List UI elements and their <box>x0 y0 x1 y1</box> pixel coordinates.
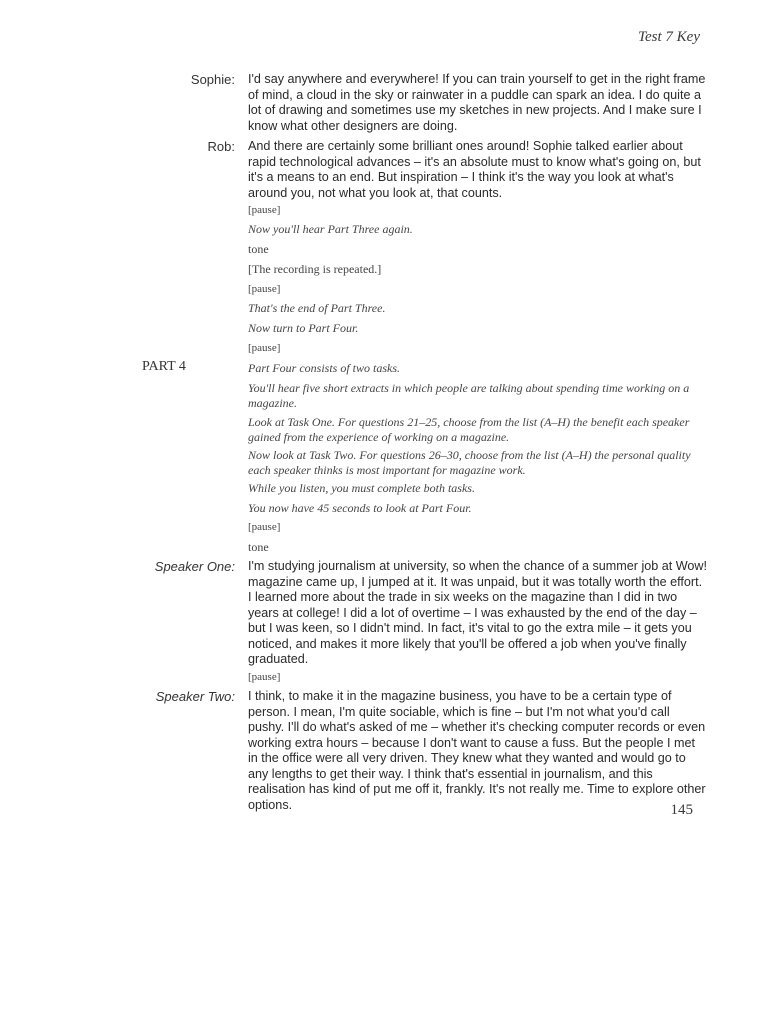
running-header: Test 7 Key <box>638 29 700 45</box>
direction-hear-again: Now you'll hear Part Three again. <box>248 222 413 236</box>
direction-extracts: You'll hear five short extracts in which people are talking about spending time working on a magazine. <box>248 381 690 410</box>
pause-marker: [pause] <box>248 342 281 354</box>
transcript-text: I think, to make it in the magazine business, you have to be a certain type of person. I mean, I'm quite sociable, which is fine – but I'm not what you'd call pushy. I'll do what's asked of me – whether it's checking computer records or even working extra hours – because I don't want to cause a fuss. But the people I met in the office were all very driven. They knew what they wanted and would go to any lengths to get their way. I think that's essential in journalism, and this realisation has kind of put me off it, frankly. It's not really me. Time to explore other options. <box>248 689 706 812</box>
speaker-label-two: Speaker Two: <box>155 689 235 704</box>
transcript-speaker-two <box>248 689 708 813</box>
direction-while-listen: While you listen, you must complete both tasks. <box>248 481 475 495</box>
tone-marker: tone <box>248 242 269 256</box>
transcript-speaker-one <box>248 559 708 668</box>
speaker-label-sophie: Sophie: <box>190 72 235 87</box>
transcript-text: I'd say anywhere and everywhere! If you can train yourself to get in the right frame of mind, a cloud in the sky or rainwater in a puddle can spark an idea. I do quite a lot of drawing and sometimes use my sketches in new projects. And I make sure I know what other designers are doing. <box>248 72 706 133</box>
speaker-label-rob: Rob: <box>207 139 235 154</box>
tone-marker: tone <box>248 540 269 554</box>
transcript-sophie <box>248 72 708 134</box>
direction-turn-part-four: Now turn to Part Four. <box>248 321 359 335</box>
speaker-label-one: Speaker One: <box>154 559 235 574</box>
page-number: 145 <box>670 802 693 818</box>
pause-marker: [pause] <box>248 521 281 533</box>
direction-repeated: [The recording is repeated.] <box>248 262 382 276</box>
direction-end-part-three: That's the end of Part Three. <box>248 301 386 315</box>
transcript-rob <box>248 139 708 201</box>
transcript-text: I'm studying journalism at university, so when the chance of a summer job at Wow! magazine came up, I jumped at it. It was unpaid, but it was totally worth the effort. I learned more about the trade in six weeks on the magazine than I did in two years at college! I did a lot of overtime – I was exhausted by the end of the day – but I was keen, so I didn't mind. In fact, it's vital to go the extra mile – it gets you noticed, and makes it more likely that you'll be offered a job when you've finally graduated. <box>248 559 708 666</box>
transcript-text: And there are certainly some brilliant ones around! Sophie talked earlier about rapid technological advances – it's an absolute must to know what's going on, but it's a means to an end. But inspiration – I think it's the way you look at what's around you, not what you look at, that counts. <box>248 139 701 200</box>
direction-task-one: Look at Task One. For questions 21–25, choose from the list (A–H) the benefit each speaker gained from the experience of working on a magazine. <box>248 415 690 444</box>
direction-task-two: Now look at Task Two. For questions 26–30, choose from the list (A–H) the personal quality each speaker thinks is most important for magazine work. <box>248 448 691 477</box>
direction-consists: Part Four consists of two tasks. <box>248 361 401 375</box>
pause-marker: [pause] <box>248 671 281 683</box>
pause-marker: [pause] <box>248 283 281 295</box>
pause-marker: [pause] <box>248 204 281 216</box>
section-heading-part-4: PART 4 <box>142 359 186 374</box>
direction-seconds: You now have 45 seconds to look at Part Four. <box>248 501 472 515</box>
